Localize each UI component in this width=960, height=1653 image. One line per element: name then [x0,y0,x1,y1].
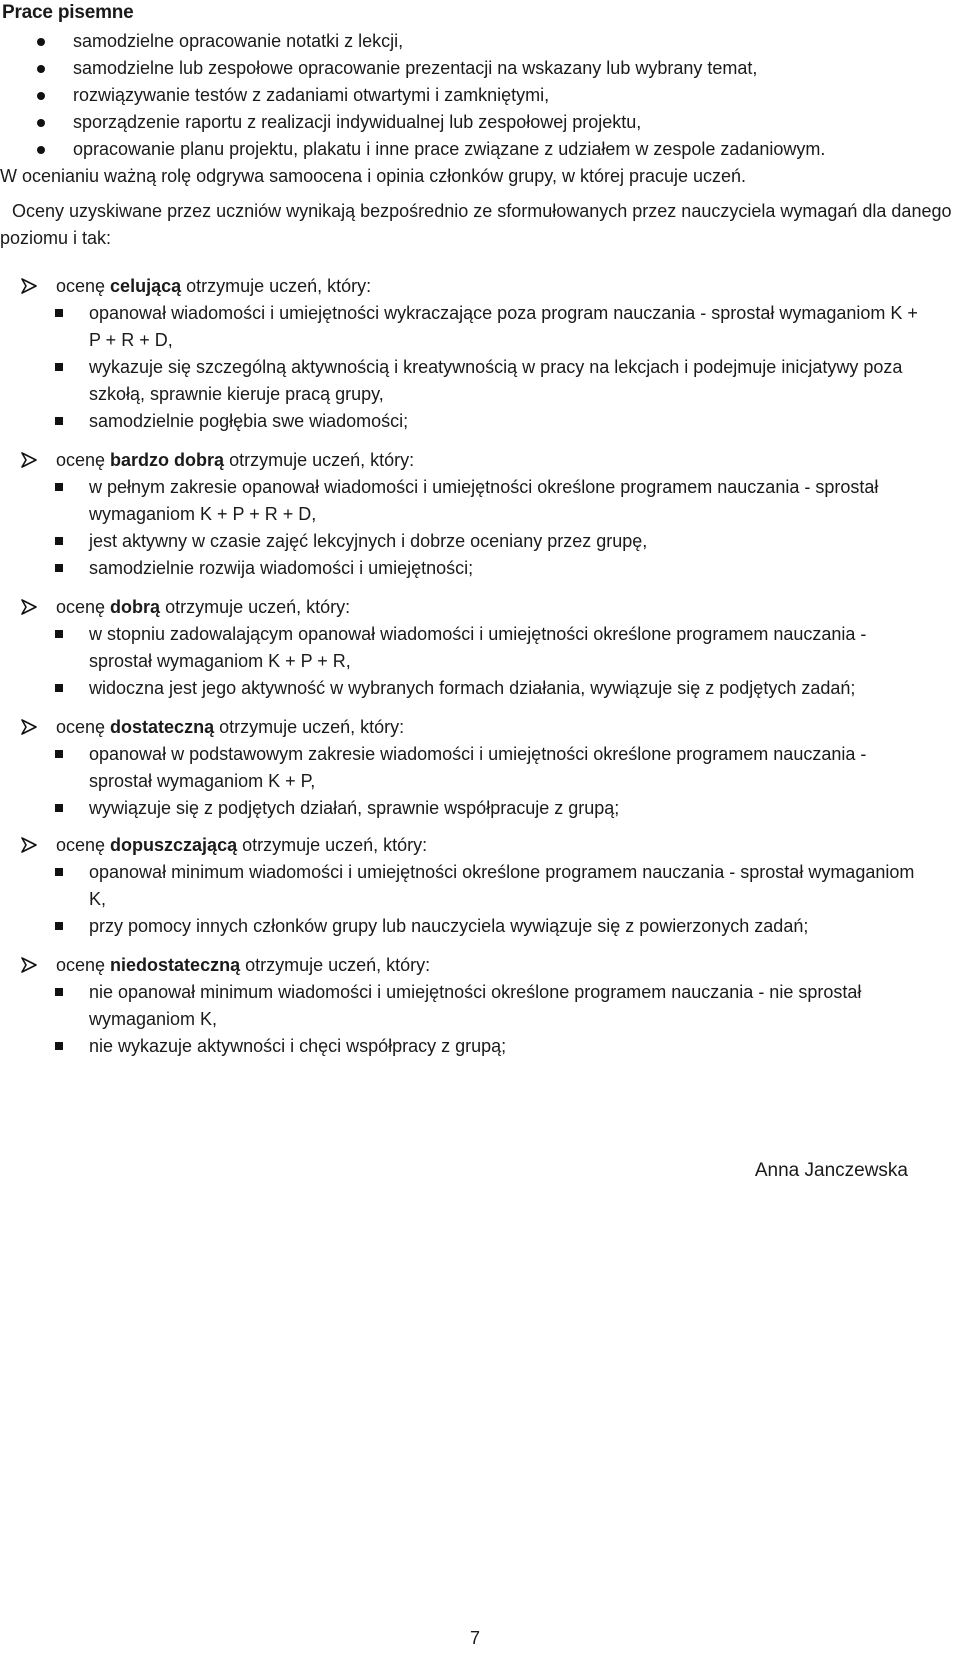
bullet-dot-icon [37,146,45,154]
author-signature: Anna Janczewska [754,1160,908,1181]
square-bullet-icon [55,922,63,930]
square-bullet-icon [55,309,63,317]
square-bullet-icon [55,1042,63,1050]
square-bullet-icon [55,363,63,371]
bullet-dot-icon [37,65,45,73]
grade-suffix: otrzymuje uczeń, który: [224,450,415,470]
grade-suffix: otrzymuje uczeń, który: [237,835,428,855]
arrowhead-icon [20,837,38,853]
list-item-text: opracowanie planu projektu, plakatu i inne prace związane z udziałem w zespole zadaniowym. [73,139,826,159]
grade-heading [0,713,960,741]
grade-name: niedostateczną [110,955,241,975]
written-work-list [0,28,960,163]
criterion-text: jest aktywny w czasie zajęć lekcyjnych i dobrze oceniany przez grupę, [89,531,648,551]
self-assessment-note: W ocenianiu ważną rolę odgrywa samoocena i opinia członków grupy, w której pracuje uczeń. [0,166,747,186]
arrowhead-icon [20,452,38,468]
criterion-text: przy pomocy innych członków grupy lub nauczyciela wywiązuje się z powierzonych zadań; [89,916,809,936]
grade-heading [0,831,960,859]
square-bullet-icon [55,537,63,545]
grade-heading [0,593,960,621]
grade-prefix: ocenę [56,450,111,470]
list-item-text: samodzielne opracowanie notatki z lekcji, [73,31,404,51]
list-item [0,136,960,163]
list-item-text: rozwiązywanie testów z zadaniami otwartymi i zamkniętymi, [73,85,550,105]
criterion-item [0,1033,960,1060]
criterion-item [0,408,960,435]
page-number: 7 [470,1628,481,1648]
criterion-text: opanował wiadomości i umiejętności wykraczające poza program nauczania - sprostał wymaganiom K + P + R + D, [89,303,918,350]
square-bullet-icon [55,483,63,491]
grade-name: celującą [110,276,182,296]
intro-paragraph: Oceny uzyskiwane przez uczniów wynikają bezpośrednio ze sformułowanych przez nauczyciela wymagań dla danego poziomu i tak: [0,201,952,248]
grade-heading [0,272,960,300]
square-bullet-icon [55,988,63,996]
grade-name: dostateczną [110,717,215,737]
square-bullet-icon [55,417,63,425]
criterion-item [0,300,960,354]
arrowhead-icon [20,719,38,735]
list-item [0,109,960,136]
grade-heading [0,951,960,979]
list-item-text: sporządzenie raportu z realizacji indywidualnej lub zespołowej projektu, [73,112,642,132]
bullet-dot-icon [37,119,45,127]
criterion-text: wykazuje się szczególną aktywnością i kreatywnością w pracy na lekcjach i podejmuje inicjatywy poza szkołą, sprawnie kieruje pracą grupy, [89,357,903,404]
square-bullet-icon [55,564,63,572]
criterion-item [0,979,960,1033]
grade-section-bardzo-dobra [0,446,960,582]
criterion-text: samodzielnie pogłębia swe wiadomości; [89,411,409,431]
criterion-item [0,675,960,702]
criterion-item [0,621,960,675]
grade-section-niedostateczna [0,951,960,1060]
grade-prefix: ocenę [56,276,111,296]
section-title: Prace pisemne [2,2,134,23]
grade-heading [0,446,960,474]
square-bullet-icon [55,630,63,638]
criterion-text: samodzielnie rozwija wiadomości i umiejętności; [89,558,474,578]
grade-prefix: ocenę [56,597,111,617]
arrowhead-icon [20,278,38,294]
grade-prefix: ocenę [56,955,111,975]
square-bullet-icon [55,804,63,812]
criterion-item [0,474,960,528]
criterion-item [0,555,960,582]
grade-section-dopuszczajaca [0,831,960,940]
criterion-text: nie wykazuje aktywności i chęci współpracy z grupą; [89,1036,507,1056]
criterion-text: widoczna jest jego aktywność w wybranych formach działania, wywiązuje się z podjętych zadań; [89,678,856,698]
grade-section-dostateczna [0,713,960,822]
criterion-item [0,795,960,822]
grade-section-celujaca [0,272,960,435]
list-item [0,82,960,109]
criterion-text: wywiązuje się z podjętych działań, sprawnie współpracuje z grupą; [89,798,620,818]
criterion-item [0,913,960,940]
grade-suffix: otrzymuje uczeń, który: [160,597,351,617]
criterion-text: opanował minimum wiadomości i umiejętności określone programem nauczania - sprostał wymaganiom K, [89,862,915,909]
square-bullet-icon [55,868,63,876]
grade-section-dobra [0,593,960,702]
criterion-item [0,741,960,795]
grade-name: dobrą [110,597,161,617]
grade-name: bardzo dobrą [110,450,225,470]
square-bullet-icon [55,750,63,758]
criterion-text: w stopniu zadowalającym opanował wiadomości i umiejętności określone programem nauczania - sprostał wymaganiom K + P + R, [89,624,867,671]
grade-prefix: ocenę [56,835,111,855]
arrowhead-icon [20,957,38,973]
criterion-item [0,859,960,913]
square-bullet-icon [55,684,63,692]
bullet-dot-icon [37,92,45,100]
criterion-text: w pełnym zakresie opanował wiadomości i umiejętności określone programem nauczania - sprostał wymaganiom K + P + R + D, [89,477,879,524]
criterion-item [0,354,960,408]
grade-name: dopuszczającą [110,835,238,855]
grade-prefix: ocenę [56,717,111,737]
list-item [0,28,960,55]
criterion-text: nie opanował minimum wiadomości i umiejętności określone programem nauczania - nie sprostał wymaganiom K, [89,982,862,1029]
grade-suffix: otrzymuje uczeń, który: [214,717,405,737]
list-item [0,55,960,82]
grade-suffix: otrzymuje uczeń, który: [240,955,431,975]
grade-suffix: otrzymuje uczeń, który: [181,276,372,296]
arrowhead-icon [20,599,38,615]
criterion-item [0,528,960,555]
bullet-dot-icon [37,38,45,46]
criterion-text: opanował w podstawowym zakresie wiadomości i umiejętności określone programem nauczania - sprostał wymaganiom K + P, [89,744,867,791]
list-item-text: samodzielne lub zespołowe opracowanie prezentacji na wskazany lub wybrany temat, [73,58,758,78]
